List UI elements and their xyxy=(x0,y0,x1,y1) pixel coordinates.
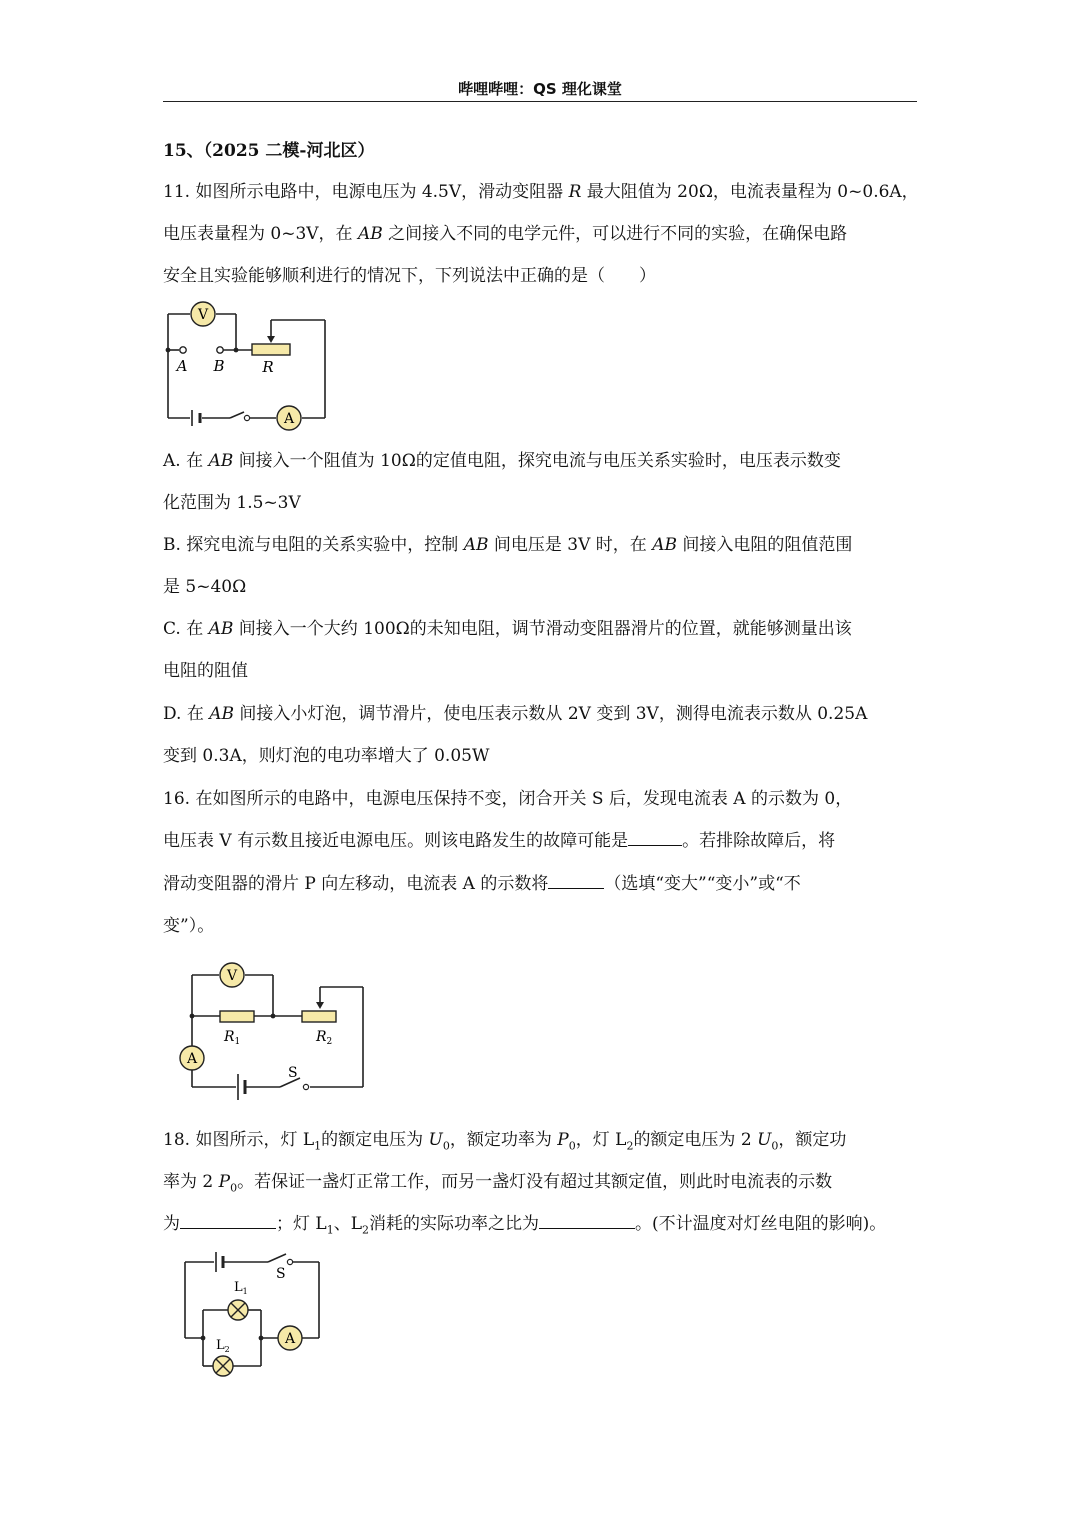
q11-terminal-a-label: A xyxy=(176,357,188,375)
q16-ammeter-label: A xyxy=(186,1051,198,1067)
q18-switch-label: S xyxy=(276,1266,286,1282)
q16-voltmeter-label: V xyxy=(226,968,238,984)
q18-stem-line-3: 为 ；灯 $L_1$、$L_2$消耗的实际功率之比为 。(不计温度对灯丝电阻的影响)。 xyxy=(163,1214,887,1237)
q16-switch-label: S xyxy=(288,1065,298,1081)
q16-r1-label: $R_1$ xyxy=(224,1029,241,1047)
q16-stem-line-2: 电压表 V 有示数且接近电源电压。则该电路发生的故障可能是 。若排除故障后，将 xyxy=(163,831,836,851)
q16-r2-label: $R_2$ xyxy=(316,1029,333,1047)
q18-circuit-diagram xyxy=(178,1244,338,1384)
q11-option-b-line-2: 是 5~40Ω xyxy=(163,577,247,597)
page-header: 哔哩哔哩：QS 理化课堂 xyxy=(458,80,622,98)
q18-stem-line-1: 18. 如图所示，灯 $L_1$的额定电压为 $U_0$，额定功率为 $P_0$，灯 $L_2$的额定电压为 2 $U_0$，额定功 xyxy=(163,1130,847,1153)
q16-stem-line-1: 16. 在如图所示的电路中，电源电压保持不变，闭合开关 S 后，发现电流表 A 的示数为 0， xyxy=(163,789,853,809)
q16-circuit-diagram xyxy=(170,958,380,1108)
q11-rheostat-label: R xyxy=(262,358,274,376)
q11-voltmeter-label: V xyxy=(197,307,209,323)
q11-stem-line-2: 电压表量程为 0~3V，在 AB 之间接入不同的电学元件，可以进行不同的实验，在确保电路 xyxy=(163,224,848,244)
q11-option-c-line-1: C. 在 AB 间接入一个大约 100Ω的未知电阻，调节滑动变阻器滑片的位置，就能够测量出该 xyxy=(163,619,852,639)
q18-answer-blank-2[interactable] xyxy=(539,1212,635,1229)
q16-answer-blank-2[interactable] xyxy=(548,872,604,889)
q11-stem-line-3: 安全且实验能够顺利进行的情况下，下列说法中正确的是（ ） xyxy=(163,266,656,286)
q11-option-a-line-2: 化范围为 1.5~3V xyxy=(163,493,301,513)
q11-option-c-line-2: 电阻的阻值 xyxy=(163,661,248,681)
q16-stem-line-3: 滑动变阻器的滑片 P 向左移动，电流表 A 的示数将 （选填“变大”“变小”或“不 xyxy=(163,874,801,894)
q11-option-b-line-1: B. 探究电流与电阻的关系实验中，控制 AB 间电压是 3V 时，在 AB 间接入电阻的阻值范围 xyxy=(163,535,853,555)
q11-option-a-line-1: A. 在 AB 间接入一个阻值为 10Ω的定值电阻，探究电流与电压关系实验时，电压表示数变 xyxy=(163,451,841,471)
q11-terminal-b-label: B xyxy=(213,357,225,375)
q18-lamp-l1-label: $L_1$ xyxy=(234,1280,248,1296)
q11-option-d-line-2: 变到 0.3A，则灯泡的电功率增大了 0.05W xyxy=(163,746,490,766)
q11-ammeter-label: A xyxy=(283,411,295,427)
q16-stem-line-4: 变”）。 xyxy=(163,916,215,936)
q18-stem-line-2: 率为 2 $P_0$。若保证一盏灯正常工作，而另一盏灯没有超过其额定值，则此时电流表的示数 xyxy=(163,1172,833,1195)
q11-stem-line-1: 11. 如图所示电路中，电源电压为 4.5V，滑动变阻器 R 最大阻值为 20Ω，电流表量程为 0~0.6A， xyxy=(163,182,919,202)
q11-circuit-diagram xyxy=(160,296,340,436)
q11-option-d-line-1: D. 在 AB 间接入小灯泡，调节滑片，使电压表示数从 2V 变到 3V，测得电流表示数从 0.25A xyxy=(163,704,868,724)
section-title: 15、（2025 二模-河北区） xyxy=(163,141,375,161)
header-divider xyxy=(163,101,917,102)
q18-ammeter-label: A xyxy=(284,1331,296,1347)
q18-lamp-l2-label: $L_2$ xyxy=(216,1338,230,1354)
q18-answer-blank-1[interactable] xyxy=(180,1212,276,1229)
q16-answer-blank-1[interactable] xyxy=(628,829,682,846)
